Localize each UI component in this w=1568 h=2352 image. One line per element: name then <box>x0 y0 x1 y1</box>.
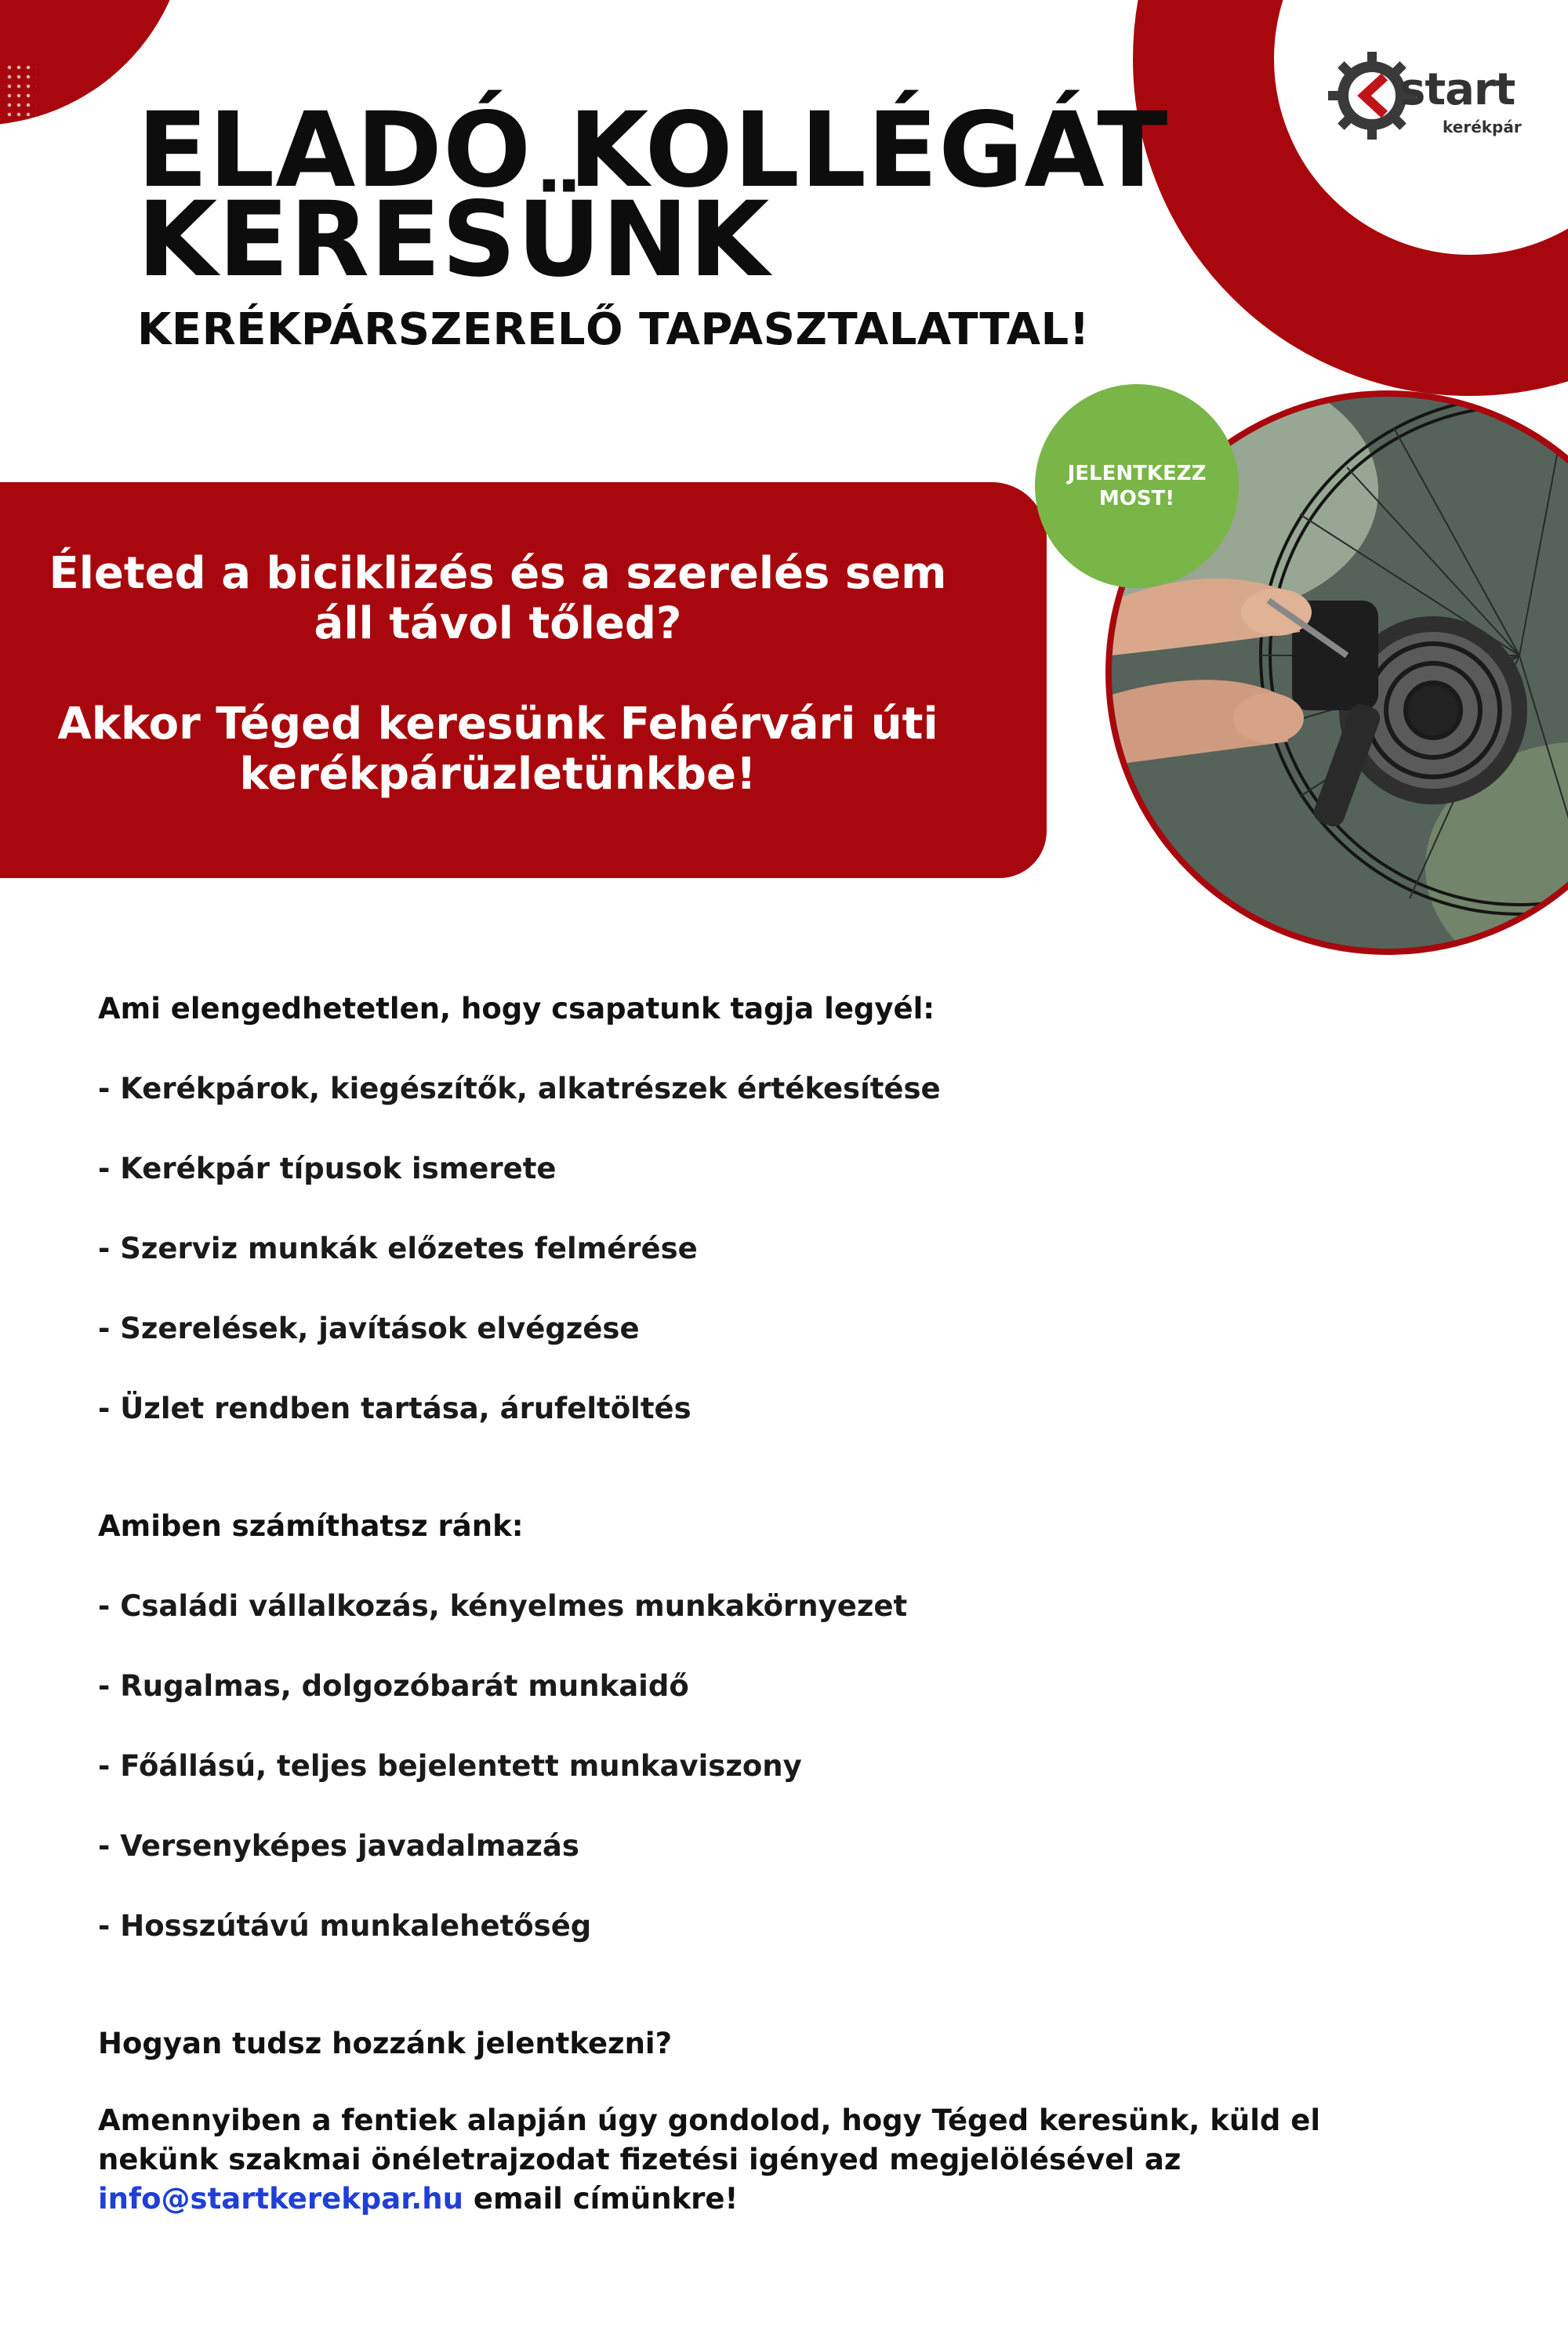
intro-banner-text <box>0 549 996 800</box>
apply-instructions <box>98 2101 1509 2219</box>
apply-line-3 <box>98 2180 1509 2219</box>
benefit-item: - Családi vállalkozás, kényelmes munkakörnyezet <box>98 1589 908 1623</box>
decor-dot-grid <box>5 63 36 118</box>
apply-now-badge[interactable] <box>1035 384 1239 588</box>
badge-line-1: JELENTKEZZ <box>1067 462 1207 485</box>
apply-line-3-rest: email címünkre! <box>463 2182 739 2216</box>
requirement-item: - Kerékpár típusok ismerete <box>98 1152 557 1185</box>
brand-logo <box>1325 49 1529 151</box>
apply-line-2: nekünk szakmai önéletrajzodat fizetési igényed megjelölésével az <box>98 2143 1181 2176</box>
requirement-item: - Szerelések, javítások elvégzése <box>98 1312 640 1345</box>
banner-line-4: kerékpárüzletünkbe! <box>239 749 757 800</box>
benefits-heading: Amiben számíthatsz ránk: <box>98 1509 524 1543</box>
requirement-item: - Kerékpárok, kiegészítők, alkatrészek értékesítése <box>98 1072 941 1105</box>
banner-line-2: áll távol tőled? <box>314 598 682 649</box>
benefit-item: - Rugalmas, dolgozóbarát munkaidő <box>98 1669 689 1703</box>
benefit-item: - Főállású, teljes bejelentett munkaviszony <box>98 1749 802 1783</box>
title-line-2: KERESÜNK <box>137 180 771 300</box>
apply-line-1: Amennyiben a fentiek alapján úgy gondolod, hogy Téged keresünk, küld el <box>98 2103 1321 2137</box>
page-title <box>137 90 1235 300</box>
benefit-item: - Versenyképes javadalmazás <box>98 1829 579 1863</box>
page-subtitle: KERÉKPÁRSZERELŐ TAPASZTALATTAL! <box>137 304 1090 355</box>
requirement-item: - Üzlet rendben tartása, árufeltöltés <box>98 1392 691 1425</box>
requirements-heading: Ami elengedhetetlen, hogy csapatunk tagja legyél: <box>98 992 935 1025</box>
logo-subtext: kerékpár <box>1443 118 1522 136</box>
badge-line-2: MOST! <box>1098 487 1175 510</box>
apply-heading: Hogyan tudsz hozzánk jelentkezni? <box>98 2027 673 2060</box>
email-link[interactable]: info@startkerekpar.hu <box>98 2182 463 2216</box>
title-line-1: ELADÓ KOLLÉGÁT <box>137 90 1169 211</box>
benefit-item: - Hosszútávú munkalehetőség <box>98 1909 592 1943</box>
logo-wordmark: start <box>1399 64 1515 115</box>
banner-line-1: Életed a biciklizés és a szerelés sem <box>49 548 947 599</box>
banner-line-3: Akkor Téged keresünk Fehérvári úti <box>57 699 938 750</box>
requirement-item: - Szerviz munkák előzetes felmérése <box>98 1232 698 1265</box>
